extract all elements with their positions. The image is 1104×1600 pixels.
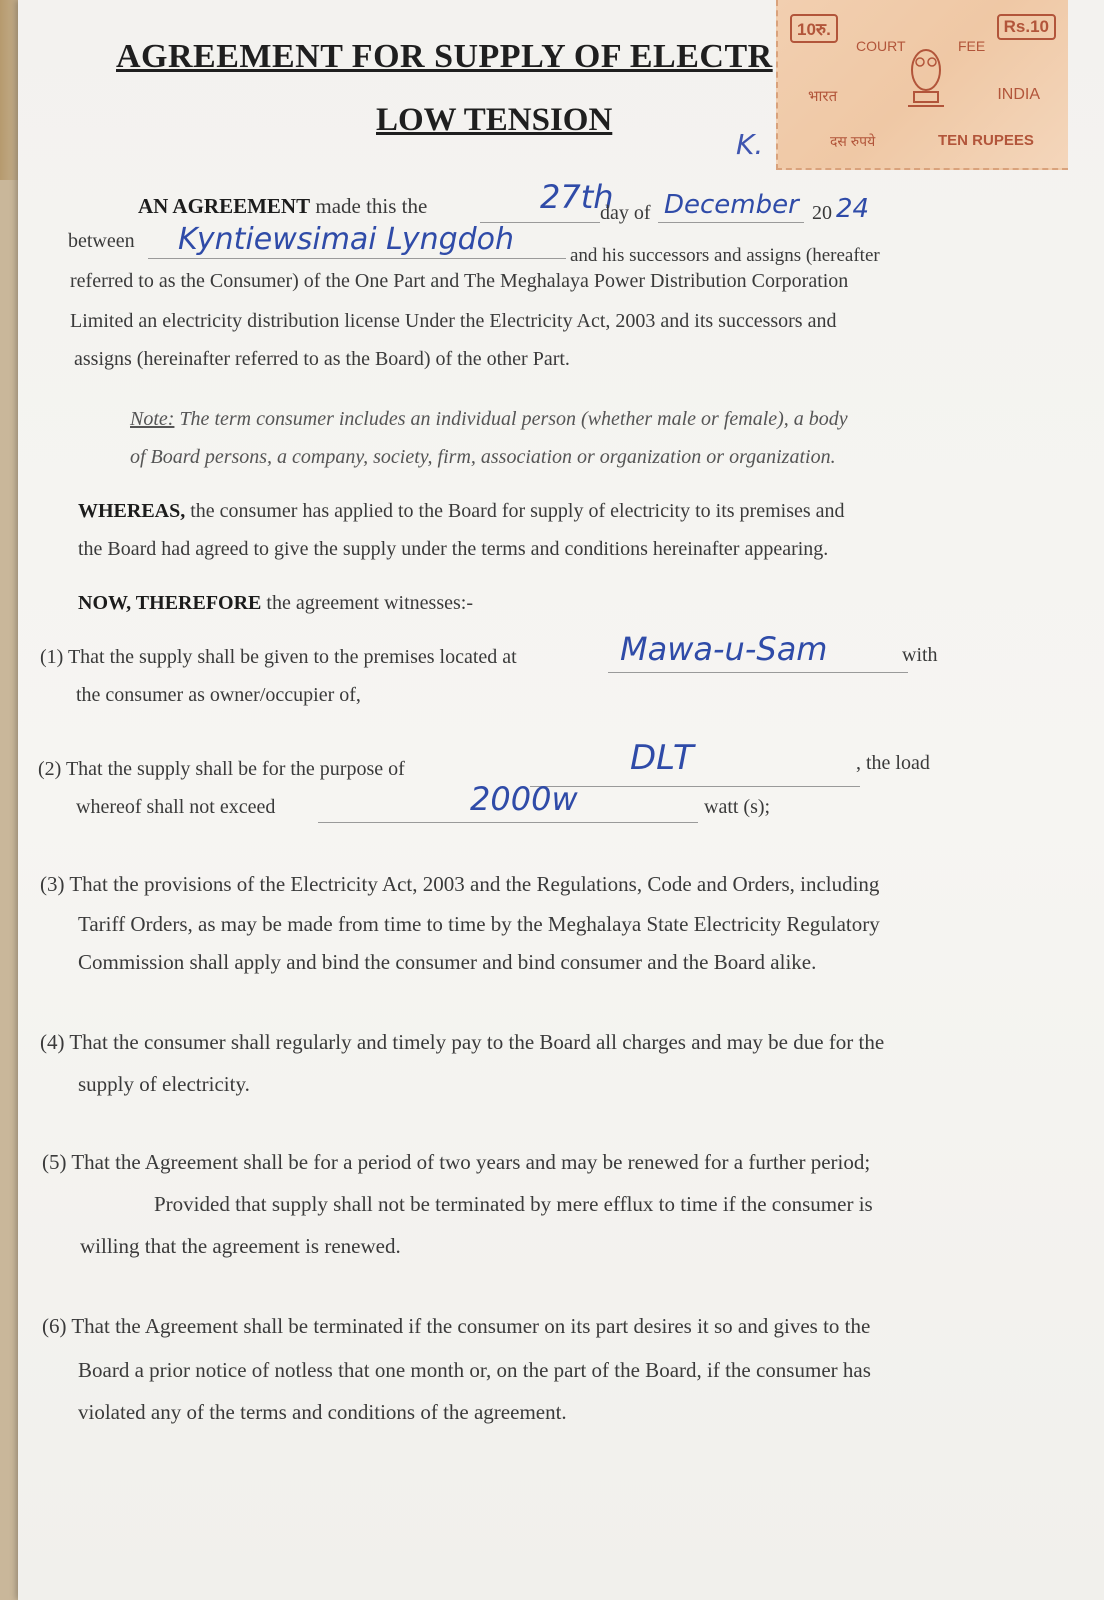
clause-6-line-1: (6) That the Agreement shall be terminated if the consumer on its part desires it so and gives to the — [42, 1314, 871, 1338]
stamp-ten-rupees-text: TEN RUPEES — [938, 132, 1034, 149]
whereas-text-1: the consumer has applied to the Board for supply of electricity to its premises and — [190, 500, 845, 522]
clause-1-line-2: the consumer as owner/occupier of, — [76, 684, 361, 706]
day-value: 27th — [540, 178, 614, 216]
national-emblem-icon — [896, 40, 956, 120]
whereas-bold: WHEREAS, — [78, 500, 186, 522]
clause-5-line-3: willing that the agreement is renewed. — [80, 1234, 401, 1258]
clause-6-line-2: Board a prior notice of notless that one month or, on the part of the Board, if the consumer has — [78, 1358, 871, 1382]
stamp-bharat-text: भारत — [808, 88, 838, 105]
stamp-fee-text: FEE — [958, 38, 986, 54]
clause-3-line-3: Commission shall apply and bind the consumer and bind consumer and the Board alike. — [78, 950, 817, 974]
note-label: Note: — [130, 408, 175, 430]
now-therefore-text: the agreement witnesses:- — [266, 592, 473, 614]
load-blank-line — [318, 822, 698, 823]
clause-2-unit: watt (s); — [704, 796, 771, 818]
agreement-page — [18, 0, 1104, 1600]
document-subtitle: LOW TENSION — [376, 102, 613, 138]
clause-4-line-1: (4) That the consumer shall regularly and timely pay to the Board all charges and may be due for the — [40, 1030, 885, 1054]
whereas-line-1 — [78, 500, 845, 523]
consumer-name-line — [148, 258, 566, 259]
year-value: 24 — [836, 194, 870, 224]
stamp-value-right: Rs.10 — [997, 14, 1056, 40]
year-prefix: 20 — [812, 202, 832, 224]
stamp-das-rupaye-text: दस रुपये — [830, 133, 876, 149]
whereas-line-2: the Board had agreed to give the supply under the terms and conditions hereinafter appearing. — [78, 538, 829, 560]
clause-2-line-2: whereof shall not exceed — [76, 796, 276, 818]
day-of-text: day of — [600, 202, 651, 224]
now-therefore-bold: NOW, THEREFORE — [78, 592, 262, 614]
note-text-1: The term consumer includes an individual person (whether male or female), a body — [179, 408, 848, 430]
stamp-court-text: COURT — [856, 38, 906, 54]
now-therefore-line — [78, 592, 473, 615]
clause-6-line-3: violated any of the terms and conditions of the agreement. — [78, 1400, 567, 1424]
clause-4-line-2: supply of electricity. — [78, 1072, 250, 1096]
note-line-1 — [130, 408, 848, 431]
purpose-value: DLT — [630, 738, 694, 778]
clause-2-text: (2) That the supply shall be for the purpose of — [38, 758, 405, 780]
stamp-india-text: INDIA — [997, 86, 1040, 103]
successors-text: and his successors and assigns (hereafter — [570, 245, 880, 266]
purpose-blank-line — [530, 786, 860, 787]
intro-line-5: assigns (hereinafter referred to as the Board) of the other Part. — [74, 348, 570, 370]
clause-2-the-load: , the load — [856, 752, 930, 774]
intro-line-3: referred to as the Consumer) of the One Part and The Meghalaya Power Distribution Corporation — [70, 270, 849, 292]
intro-lead-rest: made this the — [315, 194, 428, 218]
clause-1-text: (1) That the supply shall be given to the premises located at — [40, 646, 517, 668]
initials-mark: K. — [736, 128, 764, 161]
intro-lead-bold: AN AGREEMENT — [138, 194, 311, 218]
clause-3-line-1: (3) That the provisions of the Electricity Act, 2003 and the Regulations, Code and Orders, including — [40, 872, 880, 896]
clause-1-with: with — [902, 644, 938, 666]
between-text: between — [68, 230, 135, 252]
intro-lead — [138, 194, 427, 219]
clause-5-line-1: (5) That the Agreement shall be for a period of two years and may be renewed for a further period; — [42, 1150, 871, 1174]
note-line-2: of Board persons, a company, society, firm, association or organization or organization. — [130, 446, 836, 468]
load-value: 2000w — [470, 780, 578, 818]
document-title: AGREEMENT FOR SUPPLY OF ELECTR — [116, 38, 773, 75]
consumer-name-value: Kyntiewsimai Lyngdoh — [178, 222, 515, 257]
clause-3-line-2: Tariff Orders, as may be made from time to time by the Meghalaya State Electricity Regulatory — [78, 912, 880, 936]
stamp-value-left: 10रु. — [790, 14, 838, 43]
month-blank-line — [658, 222, 804, 223]
month-value: December — [664, 190, 799, 220]
clause-5-line-2: Provided that supply shall not be terminated by mere efflux to time if the consumer is — [154, 1192, 873, 1216]
premises-value: Mawa-u-Sam — [620, 630, 828, 668]
court-fee-stamp — [776, 0, 1068, 170]
intro-line-4: Limited an electricity distribution license Under the Electricity Act, 2003 and its successors and — [70, 310, 837, 332]
premises-blank-line — [608, 672, 908, 673]
